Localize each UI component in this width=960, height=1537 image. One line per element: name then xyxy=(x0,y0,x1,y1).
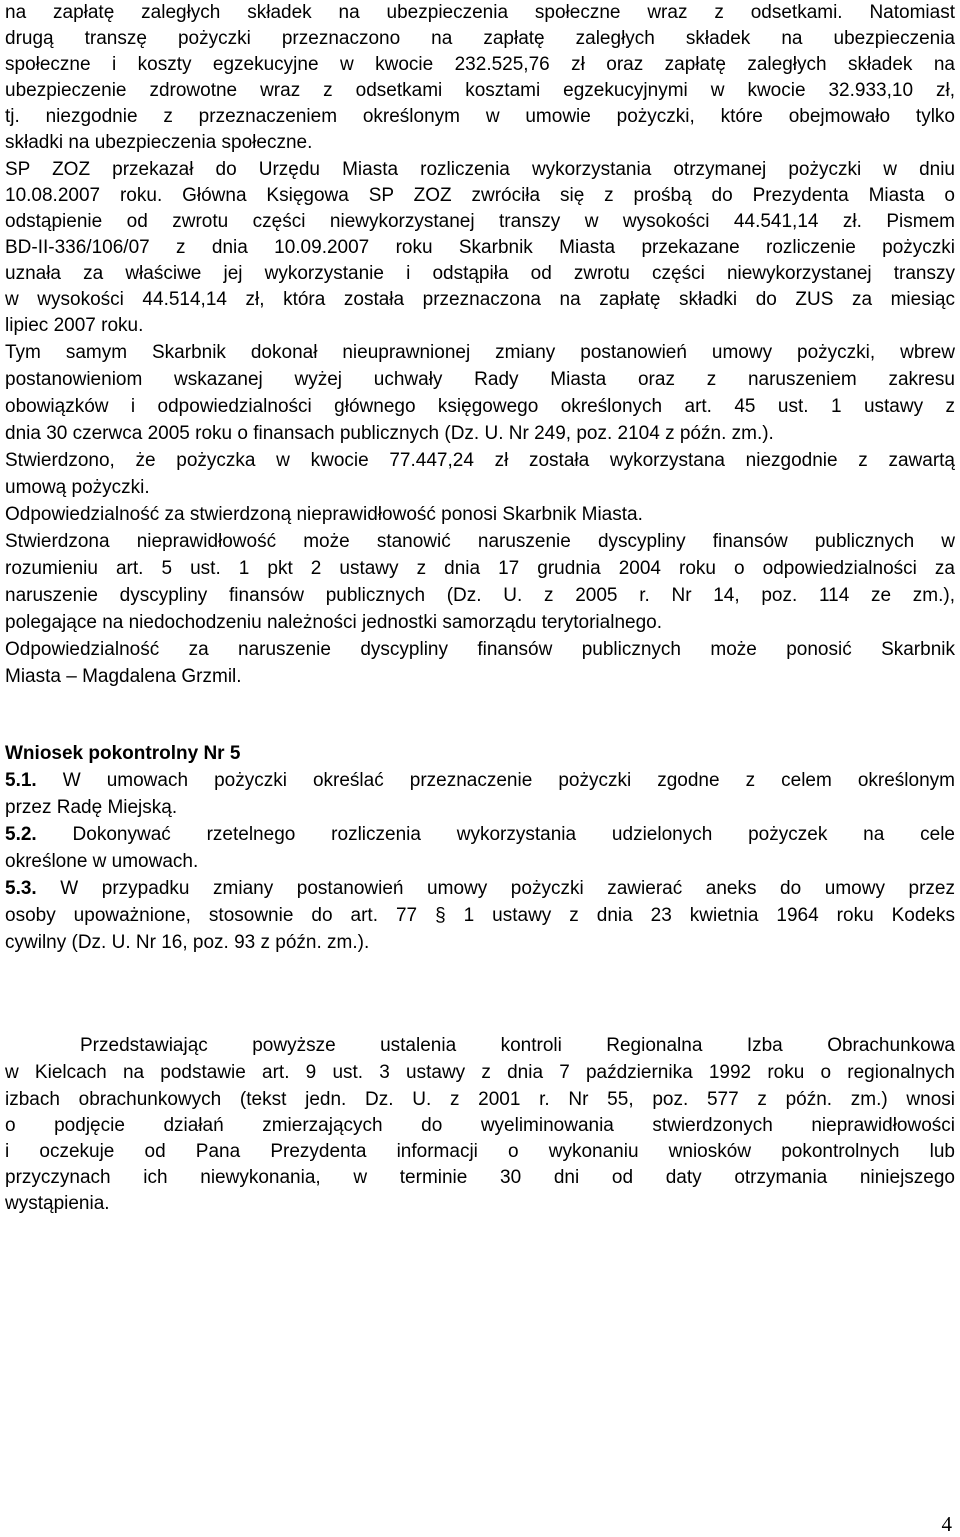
item-text: Dokonywać rzetelnego rozliczenia wykorzystania udzielonych pożyczek na cele xyxy=(72,824,955,845)
item-number: 5.1. xyxy=(5,770,37,791)
text-line: obowiązków i odpowiedzialności głównego księgowego określonych art. 45 ust. 1 ustawy z xyxy=(5,396,955,417)
item-number: 5.3. xyxy=(5,878,37,899)
text-line: w Kielcach na podstawie art. 9 ust. 3 ustawy z dnia 7 października 1992 roku o regionalnych xyxy=(5,1062,955,1083)
text-line: Stwierdzono, że pożyczka w kwocie 77.447,24 zł została wykorzystana niezgodnie z zawartą xyxy=(5,450,955,471)
text-line xyxy=(5,822,955,848)
text-line: osoby upoważnione, stosownie do art. 77 § 1 ustawy z dnia 23 kwietnia 1964 roku Kodeks xyxy=(5,905,955,926)
text-line: Przedstawiając powyższe ustalenia kontroli Regionalna Izba Obrachunkowa xyxy=(80,1035,955,1056)
text-line: polegające na niedochodzeniu należności jednostki samorządu terytorialnego. xyxy=(5,612,662,633)
text-line: i oczekuje od Pana Prezydenta informacji o wykonaniu wniosków pokontrolnych lub xyxy=(5,1141,955,1162)
text-line: drugą transzę pożyczki przeznaczono na zapłatę zaległych składek na ubezpieczenia xyxy=(5,28,955,49)
text-line: BD-II-336/106/07 z dnia 10.09.2007 roku Skarbnik Miasta przekazane rozliczenie pożyczki xyxy=(5,237,955,258)
text-line: naruszenie dyscypliny finansów publicznych (Dz. U. z 2005 r. Nr 14, poz. 114 ze zm.), xyxy=(5,585,955,606)
text-line: postanowieniom wskazanej wyżej uchwały Rady Miasta oraz z naruszeniem zakresu xyxy=(5,369,955,390)
page-number: 4 xyxy=(941,1512,952,1536)
text-line: Odpowiedzialność za stwierdzoną nieprawidłowość ponosi Skarbnik Miasta. xyxy=(5,504,643,525)
text-line: wystąpienia. xyxy=(5,1193,110,1214)
text-line: Odpowiedzialność za naruszenie dyscypliny finansów publicznych może ponosić Skarbnik xyxy=(5,639,955,660)
text-line: uznała za właściwe jej wykorzystanie i odstąpiła od zwrotu części niewykorzystanej transzy xyxy=(5,263,955,284)
conclusion-heading: Wniosek pokontrolny Nr 5 xyxy=(5,743,241,764)
text-line: cywilny (Dz. U. Nr 16, poz. 93 z późn. zm.). xyxy=(5,932,370,953)
text-line: izbach obrachunkowych (tekst jedn. Dz. U. z 2001 r. Nr 55, poz. 577 z późn. zm.) wnosi xyxy=(5,1089,955,1110)
text-line: tj. niezgodnie z przeznaczeniem określonym w umowie pożyczki, które obejmowało tylko xyxy=(5,106,955,127)
item-number: 5.2. xyxy=(5,824,37,845)
text-line: ubezpieczenie zdrowotne wraz z odsetkami kosztami egzekucyjnymi w kwocie 32.933,10 zł, xyxy=(5,80,955,101)
text-line: odstąpienie od zwrotu części niewykorzystanej transzy w wysokości 44.541,14 zł. Pismem xyxy=(5,211,955,232)
text-line xyxy=(5,768,955,794)
text-line: składki na ubezpieczenia społeczne. xyxy=(5,132,313,153)
text-line: na zapłatę zaległych składek na ubezpieczenia społeczne wraz z odsetkami. Natomiast xyxy=(5,2,955,23)
text-line: dnia 30 czerwca 2005 roku o finansach publicznych (Dz. U. Nr 249, poz. 2104 z późn. zm.). xyxy=(5,423,774,444)
text-line: Stwierdzona nieprawidłowość może stanowić naruszenie dyscypliny finansów publicznych w xyxy=(5,531,955,552)
item-text: W przypadku zmiany postanowień umowy pożyczki zawierać aneks do umowy przez xyxy=(60,878,955,899)
text-line: Tym samym Skarbnik dokonał nieuprawnionej zmiany postanowień umowy pożyczki, wbrew xyxy=(5,342,955,363)
text-line: określone w umowach. xyxy=(5,851,199,872)
text-line: przyczynach ich niewykonania, w terminie 30 dni od daty otrzymania niniejszego xyxy=(5,1167,955,1188)
text-line: rozumieniu art. 5 ust. 1 pkt 2 ustawy z dnia 17 grudnia 2004 roku o odpowiedzialności za xyxy=(5,558,955,579)
text-line: przez Radę Miejską. xyxy=(5,797,178,818)
text-line: lipiec 2007 roku. xyxy=(5,315,144,336)
text-line: umową pożyczki. xyxy=(5,477,150,498)
text-line: 10.08.2007 roku. Główna Księgowa SP ZOZ zwróciła się z prośbą do Prezydenta Miasta o xyxy=(5,185,955,206)
text-line: SP ZOZ przekazał do Urzędu Miasta rozliczenia wykorzystania otrzymanej pożyczki w dniu xyxy=(5,159,955,180)
text-line: o podjęcie działań zmierzających do wyeliminowania stwierdzonych nieprawidłowości xyxy=(5,1115,955,1136)
text-line xyxy=(5,876,955,902)
item-text: W umowach pożyczki określać przeznaczenie pożyczki zgodne z celem określonym xyxy=(62,770,955,791)
text-line: w wysokości 44.514,14 zł, która została przeznaczona na zapłatę składki do ZUS za miesiąc xyxy=(5,289,955,310)
text-line: Miasta – Magdalena Grzmil. xyxy=(5,666,242,687)
text-line: społeczne i koszty egzekucyjne w kwocie 232.525,76 zł oraz zapłatę zaległych składek na xyxy=(5,54,955,75)
